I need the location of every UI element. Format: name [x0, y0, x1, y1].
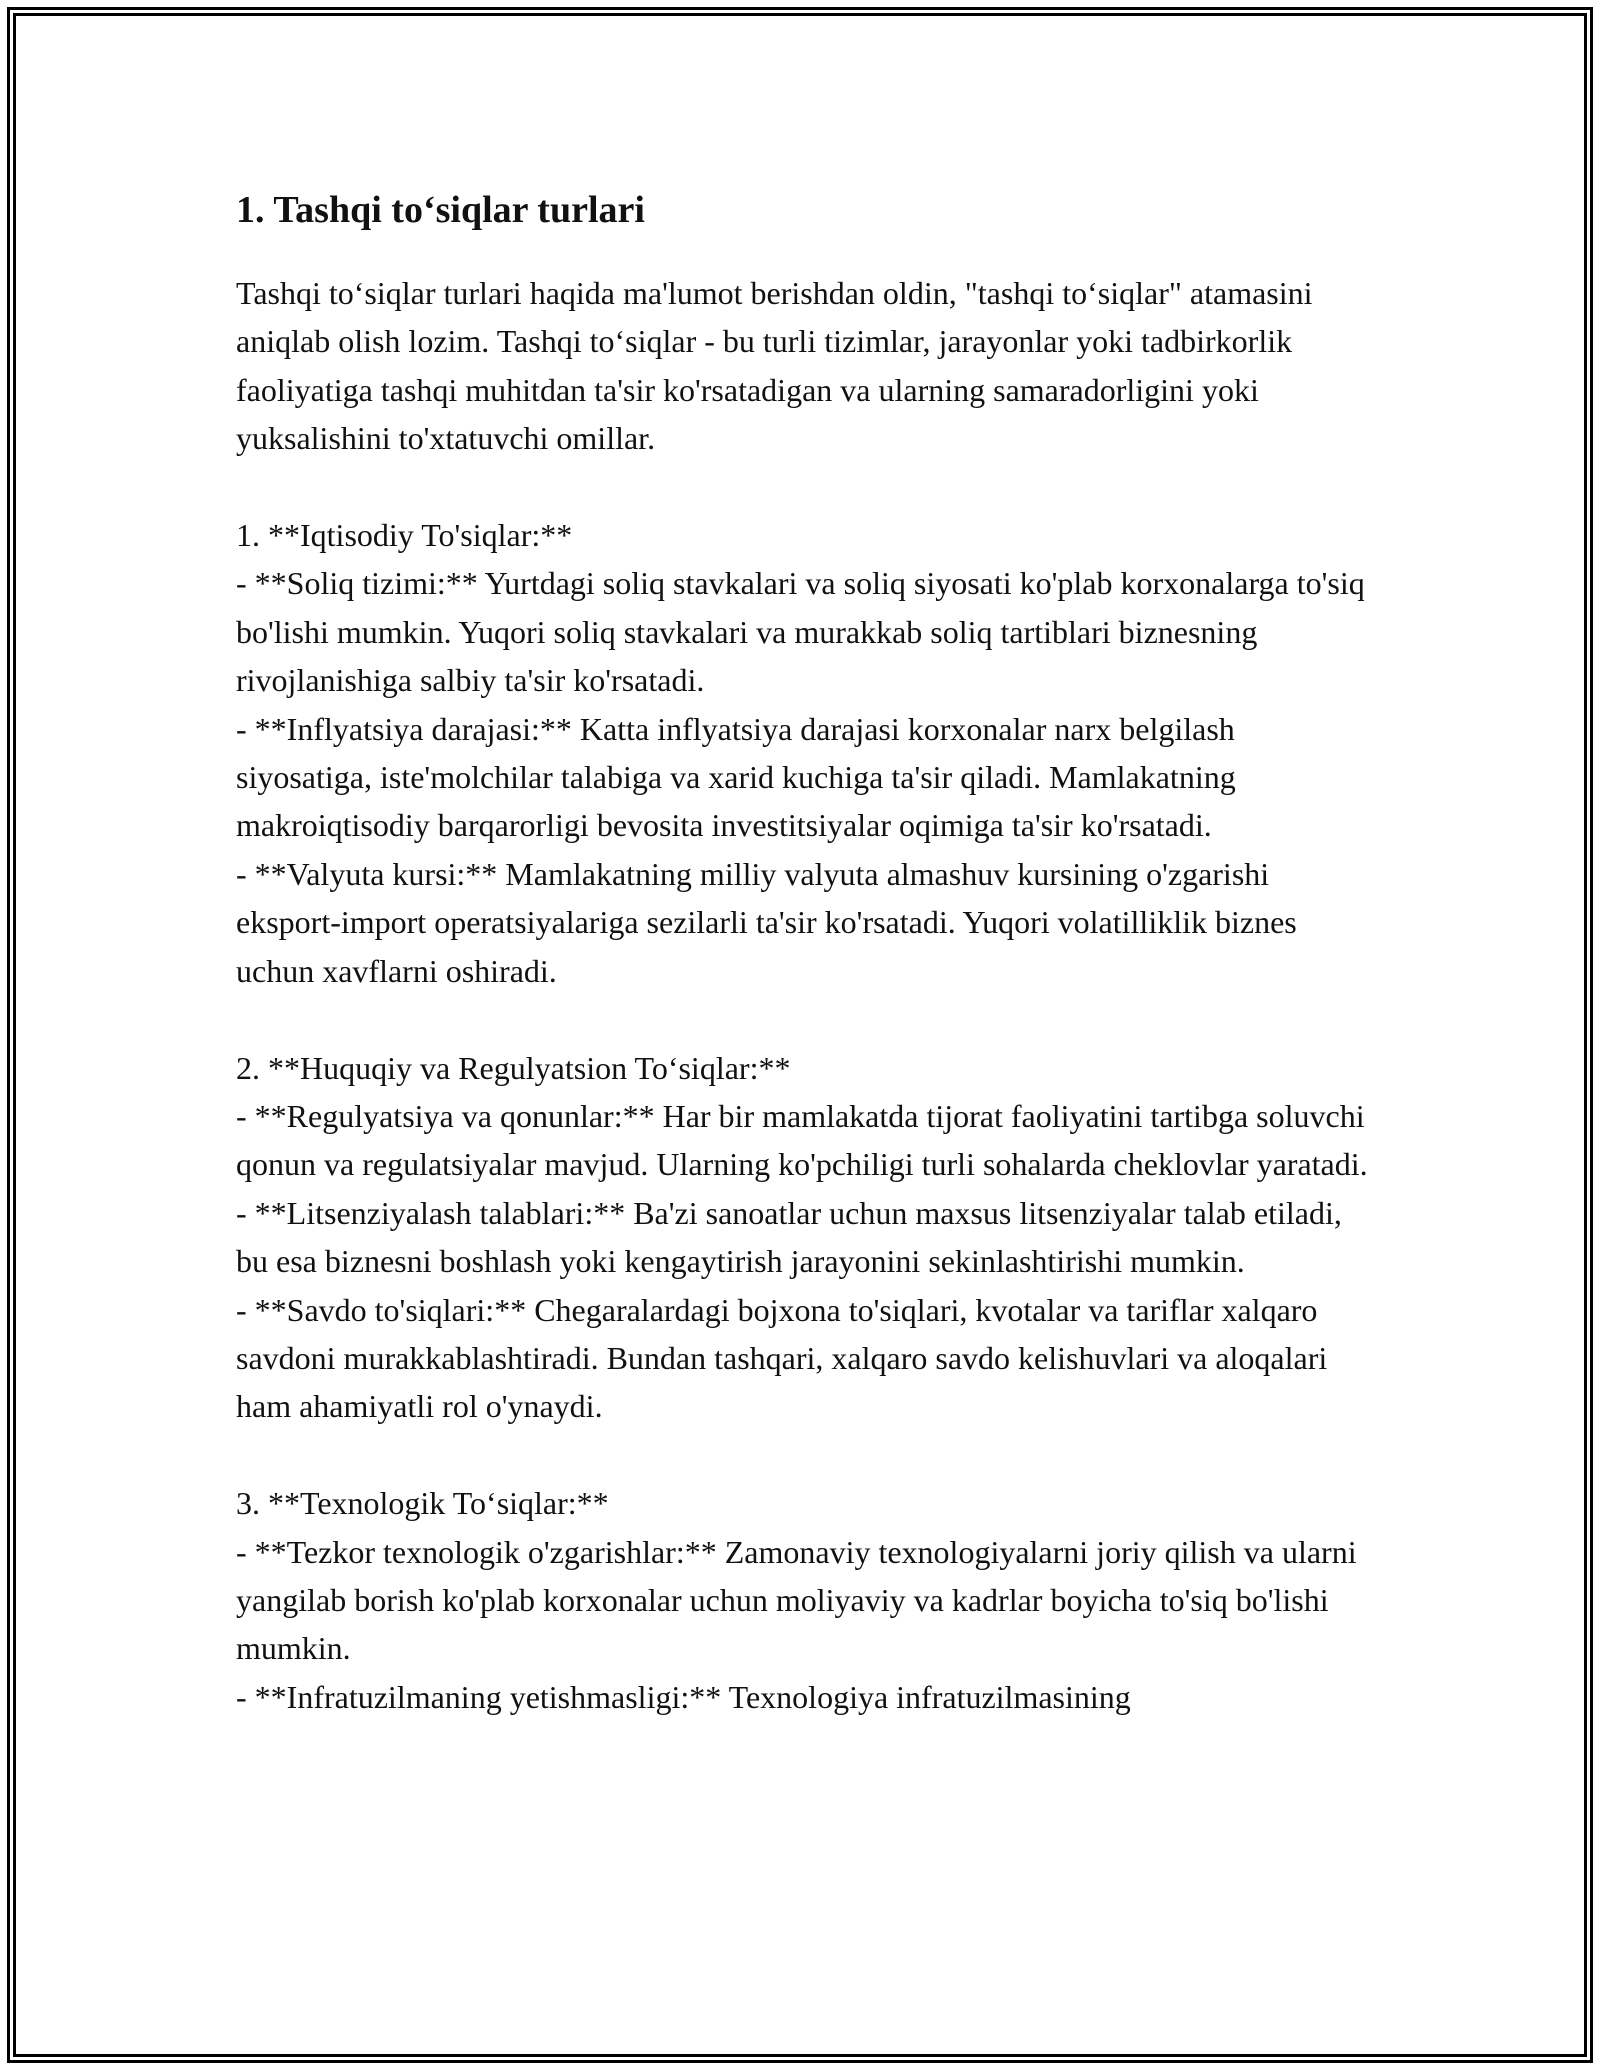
document-content: [236, 185, 1376, 1721]
document-body: Tashqi to‘siqlar turlari haqida ma'lumot berishdan oldin, "tashqi to‘siqlar" atamasini aniqlab olish lozim. Tashqi to‘siqlar - bu turli tizimlar, jarayonlar yoki tadbirkorlik faoliyatiga tashqi muhitdan ta'sir ko'rsatadigan va ularning samaradorligini yoki yuksalishini to'xtatuvchi omillar. 1. **Iqtisodiy To'siqlar:** - **Soliq tizimi:** Yurtdagi soliq stavkalari va soliq siyosati ko'plab korxonalarga to'siq bo'lishi mumkin. Yuqori soliq stavkalari va murakkab soliq tartiblari biznesning rivojlanishiga salbiy ta'sir ko'rsatadi. - **Inflyatsiya darajasi:** Katta inflyatsiya darajasi korxonalar narx belgilash siyosatiga, iste'molchilar talabiga va xarid kuchiga ta'sir qiladi. Mamlakatning makroiqtisodiy barqarorligi bevosita investitsiyalar oqimiga ta'sir ko'rsatadi. - **Valyuta kursi:** Mamlakatning milliy valyuta almashuv kursining o'zgarishi eksport-import operatsiyalariga sezilarli ta'sir ko'rsatadi. Yuqori volatilliklik biznes uchun xavflarni oshiradi. 2. **Huquqiy va Regulyatsion To‘siqlar:** - **Regulyatsiya va qonunlar:** Har bir mamlakatda tijorat faoliyatini tartibga soluvchi qonun va regulatsiyalar mavjud. Ularning ko'pchiligi turli sohalarda cheklovlar yaratadi. - **Litsenziyalash talablari:** Ba'zi sanoatlar uchun maxsus litsenziyalar talab etiladi, bu esa biznesni boshlash yoki kengaytirish jarayonini sekinlashtirishi mumkin. - **Savdo to'siqlari:** Chegaralardagi bojxona to'siqlari, kvotalar va tariflar xalqaro savdoni murakkablashtiradi. Bundan tashqari, xalqaro savdo kelishuvlari va aloqalari ham ahamiyatli rol o'ynaydi. 3. **Texnologik To‘siqlar:** - **Tezkor texnologik o'zgarishlar:** Zamonaviy texnologiyalarni joriy qilish va ularni yangilab borish ko'plab korxonalar uchun moliyaviy va kadrlar boyicha to'siq bo'lishi mumkin. - **Infratuzilmaning yetishmasligi:** Texnologiya infratuzilmasining: [236, 275, 1368, 1715]
document-title: 1. Tashqi to‘siqlar turlari: [236, 189, 645, 231]
